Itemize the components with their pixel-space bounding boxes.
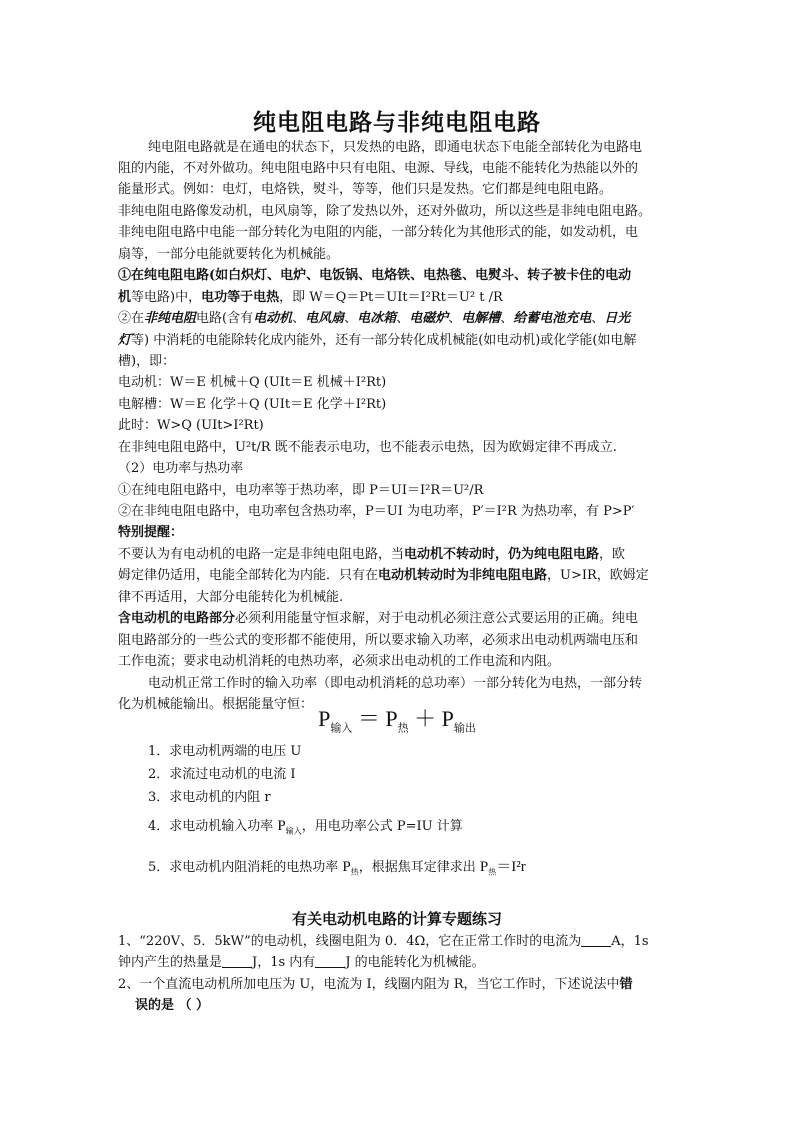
- electrolytic-cell-equation: 电解槽：W＝E 化学＋Q (UIt＝E 化学＋I²Rt): [118, 397, 387, 412]
- nonpure-example: 灯: [118, 333, 132, 348]
- formula-equals: ＝: [357, 706, 380, 731]
- question-text: J，1s 内有: [252, 955, 316, 970]
- formula-subscript-input: 输入: [330, 722, 353, 735]
- motor-circuit-text: 必须利用能量守恒求解，对于电动机必须注意公式要运用的正确。纯电: [235, 611, 639, 626]
- joule-law-formula: ＝I²r: [496, 859, 526, 875]
- power-subscript-heat: 热: [350, 867, 359, 877]
- power-subscript-heat: 热: [488, 867, 497, 877]
- nonpure-sep: 、: [396, 311, 410, 326]
- nonpure-text: 等) 中消耗的电能除转化成内能外，还有一部分转化成机械能(如电动机)或化学能(如电解: [131, 333, 637, 348]
- question-2-line-1: [118, 975, 633, 995]
- motor-circuit-line-4: 电动机正常工作时的输入功率（即电动机消耗的总功率）一部分转化为电热，一部分转: [148, 676, 643, 691]
- question-emphasis: 错: [619, 977, 633, 992]
- step-text: ，根据焦耳定律求出: [358, 860, 480, 875]
- nonpure-example: 电冰箱: [357, 311, 397, 326]
- motor-circuit-keyword: 含电动机的电路部分: [118, 611, 236, 626]
- nonpure-example: 电磁炉: [409, 311, 449, 326]
- nonpure-sep: 、: [500, 311, 514, 326]
- question-1-line-1: [118, 932, 649, 952]
- answer-blank[interactable]: [222, 955, 252, 968]
- answer-blank[interactable]: [581, 934, 611, 947]
- motor-energy-equation: 电动机：W＝E 机械＋Q (UIt＝E 机械＋I²Rt): [118, 375, 387, 390]
- formula-symbol: P: [441, 706, 454, 731]
- nonpure-sep: 、: [344, 311, 358, 326]
- nonpure-example: 日光: [604, 311, 631, 326]
- motor-circuit-line-2: 阻电路部分的一些公式的变形都不能使用，所以要求输入功率，必须求出电动机两端电压和: [118, 633, 639, 648]
- power-section-heading: （2）电功率与热功率: [118, 461, 244, 476]
- pure-circuit-line-2: [118, 288, 503, 308]
- step-5: [148, 857, 526, 883]
- pure-circuit-examples: (如白炽灯、电炉、电饭锅、电烙铁、电热毯、电熨斗、转子被卡住的电动: [209, 268, 632, 283]
- step-3: 3．求电动机的内阻 r: [148, 790, 271, 805]
- tip-text: 姆定律仍适用，电能全部转化为内能．只有在: [118, 568, 379, 583]
- page-title: 纯电阻电路与非纯电阻电路: [253, 109, 541, 136]
- question-emphasis: 误的是 （ ）: [135, 998, 210, 1013]
- formula-subscript-output: 输出: [453, 722, 476, 735]
- nonpure-keyword: 非纯电阻: [144, 311, 197, 326]
- step-1: 1．求电动机两端的电压 U: [148, 744, 302, 759]
- question-1-line-2: [118, 953, 485, 973]
- answer-blank[interactable]: [315, 955, 345, 968]
- question-text: 1、“220V、5．5kW”的电动机，线圈电阻为 0．4Ω，它在正常工作时的电流为: [118, 934, 582, 949]
- tip-text: ，欧: [599, 547, 626, 562]
- nonpure-example: 给蓄电池充电: [513, 311, 592, 326]
- ohm-law-note: 在非纯电阻电路中，U²t/R 既不能表示电功，也不能表示电热，因为欧姆定律不再成立.: [118, 440, 617, 455]
- step-4: [148, 816, 463, 842]
- formula-symbol: P: [318, 706, 331, 731]
- nonpure-sep: 、: [591, 311, 605, 326]
- motor-circuit-line-5: 化为机械能输出。根据能量守恒：: [118, 697, 314, 712]
- nonpure-circuit-line-3: 槽)，即：: [118, 354, 176, 369]
- power-pure-line: ①在纯电阻电路中，电功率等于热功率，即 P＝UI＝I²R＝U²/R: [118, 483, 484, 498]
- step-text: 5．求电动机内阻消耗的电热功率: [148, 860, 343, 875]
- step-2: 2．求流过电动机的电流 I: [148, 767, 296, 782]
- special-tip-line-2: [118, 566, 649, 586]
- tip-key-point: 电动机不转动时，仍为纯电阻电路: [404, 547, 600, 562]
- nonpure-circuit-line-2: [118, 331, 636, 351]
- energy-conservation-formula: [0, 702, 794, 735]
- intro-line-5: 非纯电阻电路中电能一部分转化为电阻的内能，一部分转化为其他形式的能，如发动机，电: [118, 225, 639, 240]
- intro-line-3: 能量形式。例如：电灯，电烙铁，熨斗，等等，他们只是发热。它们都是纯电阻电路。: [118, 182, 613, 197]
- nonpure-text: ②在: [118, 311, 145, 326]
- nonpure-example: 电动机: [253, 311, 293, 326]
- question-text: J 的电能转化为机械能。: [345, 955, 485, 970]
- nonpure-sep: 、: [448, 311, 462, 326]
- motor-circuit-line-1: [118, 609, 638, 629]
- intro-line-2: 阻的内能，不对外做功。纯电阻电路中只有电阻、电源、导线，电能不能转化为热能以外的: [118, 161, 639, 176]
- inequality-line: 此时：W>Q (UIt>I²Rt): [118, 418, 264, 433]
- power-symbol: P: [479, 859, 489, 875]
- tip-text: ，U>IR，欧姆定: [547, 568, 649, 583]
- intro-line-4: 非纯电阻电路像发动机，电风扇等，除了发热以外，还对外做功，所以这些是非纯电阻电路。: [118, 204, 652, 219]
- pure-circuit-line-1: [118, 266, 631, 286]
- special-tip-heading: 特别提醒：: [118, 525, 184, 540]
- step-text: 4．求电动机输入功率: [148, 819, 278, 834]
- power-nonpure-line: ②在非纯电阻电路中，电功率包含热功率，P＝UI 为电功率，P′＝I²R 为热功率，有 P>P′: [118, 504, 635, 519]
- pure-circuit-examples-end: 机: [118, 290, 132, 305]
- pure-circuit-lead: ①在纯电阻电路: [118, 268, 210, 283]
- nonpure-text: 电路(含有: [196, 311, 254, 326]
- practice-title: 有关电动机电路的计算专题练习: [291, 910, 502, 928]
- tip-key-point: 电动机转动时为非纯电阻电路: [378, 568, 548, 583]
- power-subscript-input: 输入: [285, 826, 302, 836]
- motor-circuit-line-3: 工作电流；要求电动机消耗的电热功率，必须求出电动机的工作电流和内阻。: [118, 654, 561, 669]
- formula-plus: ＋: [414, 706, 437, 731]
- step-text: ，用电功率公式 P=IU 计算: [301, 819, 463, 834]
- nonpure-example: 电解槽: [461, 311, 501, 326]
- intro-line-1: 纯电阻电路就是在通电的状态下，只发热的电路，即通电状态下电能全部转化为电路电: [148, 140, 643, 155]
- special-tip-line-3: 律不再适用，大部分电能转化为机械能.: [118, 590, 344, 605]
- power-symbol: P: [342, 859, 351, 875]
- nonpure-sep: 、: [292, 311, 306, 326]
- pure-circuit-key-point: 电功等于电热: [201, 290, 280, 305]
- question-text: A，1s: [611, 934, 649, 949]
- pure-circuit-formula: ，即 W＝Q＝Pt＝UIt＝I²Rt＝U² t /R: [279, 290, 503, 305]
- intro-line-6: 扇等，一部分电能就要转化为机械能。: [118, 247, 340, 262]
- nonpure-example: 电风扇: [305, 311, 345, 326]
- question-text: 2、一个直流电动机所加电压为 U，电流为 I，线圈内阻为 R，当它工作时，下述说法中: [118, 977, 620, 992]
- pure-circuit-text: 等电路)中，: [131, 290, 202, 305]
- question-2-line-2: [135, 996, 209, 1016]
- tip-text: 不要认为有电动机的电路一定是非纯电阻电路，当: [118, 547, 405, 562]
- nonpure-circuit-line-1: [118, 309, 630, 329]
- formula-subscript-heat: 热: [397, 722, 409, 735]
- question-text: 钟内产生的热量是: [118, 955, 223, 970]
- power-symbol: P: [277, 818, 286, 834]
- special-tip-line-1: [118, 545, 625, 565]
- formula-symbol: P: [385, 706, 398, 731]
